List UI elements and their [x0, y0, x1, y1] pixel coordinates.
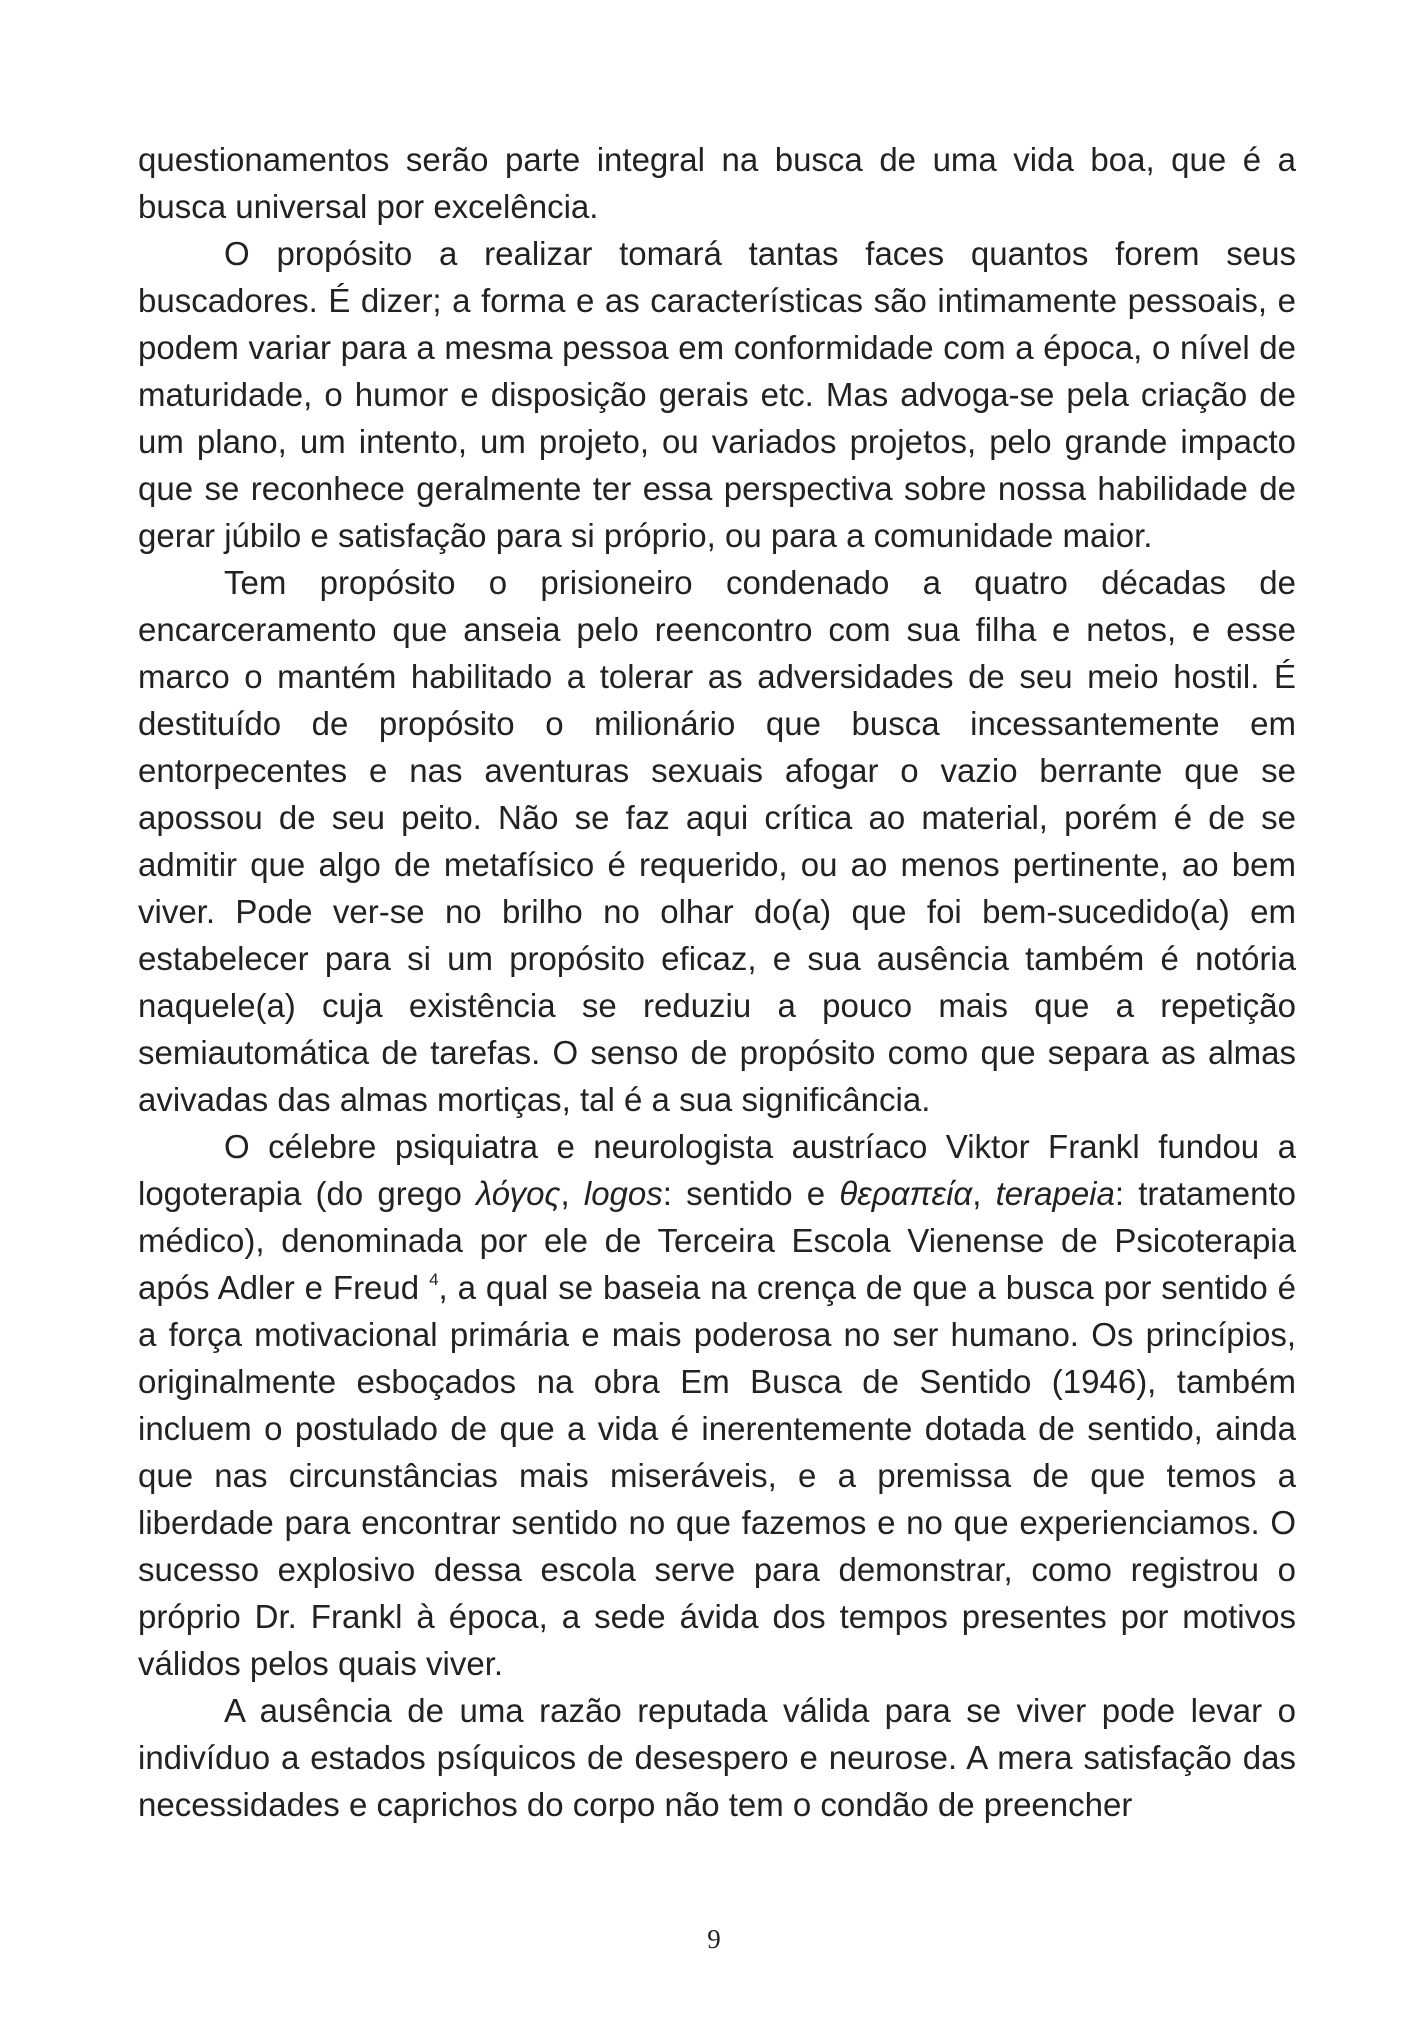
- page-number: 9: [707, 1924, 721, 1954]
- footnote-reference[interactable]: 4: [429, 1270, 439, 1289]
- text-run: O célebre psiquiatra e neurologista austríaco Viktor Frankl fundou a logoterapia (do grego: [138, 1128, 1296, 1212]
- paragraph: O propósito a realizar tomará tantas faces quantos forem seus buscadores. É dizer; a forma e as características são intimamente pessoais, e podem variar para a mesma pessoa em conformidade com a época, o nível de maturidade, o humor e disposição gerais etc. Mas advoga-se pela criação de um plano, um intento, um projeto, ou variados projetos, pelo grande impacto que se reconhece geralmente ter essa perspectiva sobre nossa habilidade de gerar júbilo e satisfação para si próprio, ou para a comunidade maior.: [138, 235, 1296, 554]
- paragraph: [138, 1123, 1296, 1687]
- paragraph: questionamentos serão parte integral na busca de uma vida boa, que é a busca universal por excelência.: [138, 141, 1296, 225]
- paragraph: Tem propósito o prisioneiro condenado a quatro décadas de encarceramento que anseia pelo reencontro com sua filha e netos, e esse marco o mantém habilitado a tolerar as adversidades de seu meio hostil. É destituído de propósito o milionário que busca incessantemente em entorpecentes e nas aventuras sexuais afogar o vazio berrante que se apossou de seu peito. Não se faz aqui crítica ao material, porém é de se admitir que algo de metafísico é requerido, ou ao menos pertinente, ao bem viver. Pode ver-se no brilho no olhar do(a) que foi bem-sucedido(a) em estabelecer para si um propósito eficaz, e sua ausência também é notória naquele(a) cuja existência se reduziu a pouco mais que a repetição semiautomática de tarefas. O senso de propósito como que separa as almas avivadas das almas mortiças, tal é a sua significância.: [138, 564, 1296, 1118]
- transliteration-logos: logos: [583, 1175, 663, 1212]
- greek-term-therapeia: θεραπεία: [839, 1175, 973, 1212]
- transliteration-terapeia: terapeia: [995, 1175, 1115, 1212]
- text-run: , a qual se baseia na crença de que a busca por sentido é a força motivacional primária e mais poderosa no ser humano. Os princípios, originalmente esboçados na obra Em Busca de Sentido (1946), também incluem o postulado de que a vida é inerentemente dotada de sentido, ainda que nas circunstâncias mais miseráveis, e a premissa de que temos a liberdade para encontrar sentido no que fazemos e no que experienciamos. O sucesso explosivo dessa escola serve para demonstrar, como registrou o próprio Dr. Frankl à época, a sede ávida dos tempos presentes por motivos válidos pelos quais viver.: [138, 1269, 1297, 1682]
- text-run: : sentido e: [662, 1175, 840, 1212]
- text-run: ,: [972, 1175, 996, 1212]
- page-body: [138, 136, 1296, 1828]
- text-run: : tratamento médico), denominada por ele de Terceira Escola Vienense de Psicoterapia após Adler e Freud: [138, 1175, 1297, 1306]
- greek-term-logos: λόγος: [476, 1175, 561, 1212]
- paragraph: A ausência de uma razão reputada válida para se viver pode levar o indivíduo a estados psíquicos de desespero e neurose. A mera satisfação das necessidades e caprichos do corpo não tem o condão de preencher: [138, 1692, 1296, 1823]
- text-run: ,: [560, 1175, 584, 1212]
